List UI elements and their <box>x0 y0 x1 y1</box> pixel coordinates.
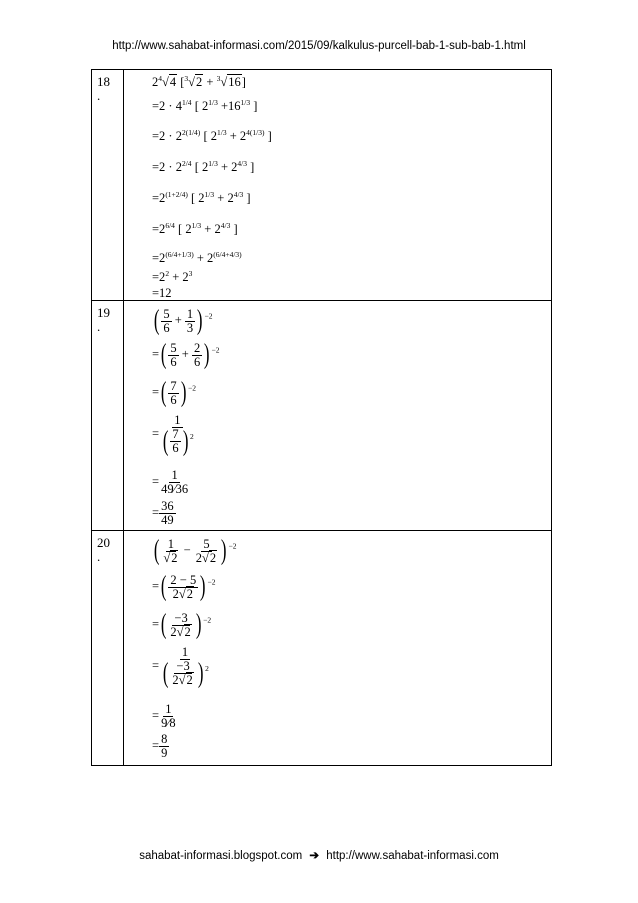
math-line: =( $\frac{-3}{2√2}$ ) $^{-2}$ <box>152 609 212 640</box>
math-line: $=2^{(1+2/4)}$ [ $2^{1/3} + 2^{4/3}$ ] <box>152 190 251 206</box>
problem-number-cell <box>92 301 124 531</box>
math-line: ( $\frac{1}{√2}$ − $\frac{5}{2√2}$ ) $^{-2}$ <box>153 535 237 566</box>
problem-number-dot: . <box>97 549 101 564</box>
problem-number: 19 <box>97 305 110 320</box>
math-line: = $\frac{1}{9⁄8}$ <box>152 702 176 730</box>
problem-number: 20 <box>97 535 110 550</box>
page-header-url: http://www.sahabat-informasi.com/2015/09/kalkulus-purcell-bab-1-sub-bab-1.html <box>112 40 526 52</box>
math-line: $=2 \cdot 2^{2/4}$ [ $2^{1/3} + 2^{4/3}$ ] <box>152 159 255 175</box>
footer-blog-link[interactable]: sahabat-informasi.blogspot.com <box>139 850 303 862</box>
problem-number-dot: . <box>97 88 101 103</box>
math-line: =( $\frac{2 - 5}{2√2}$ ) $^{-2}$ <box>152 571 216 602</box>
problem-work-cell <box>124 70 552 301</box>
math-line: $=2^{6/4}$ [ $2^{1/3} + 2^{4/3}$ ] <box>152 221 238 237</box>
math-line: =12 <box>152 286 172 300</box>
solutions-table <box>91 69 552 766</box>
problem-row-19 <box>92 301 552 531</box>
problem-number-cell <box>92 531 124 766</box>
math-line: $=2^{(6/4+1/3)} + 2^{(6/4+4/3)}$ <box>152 250 242 266</box>
problem-number-cell <box>92 70 124 301</box>
math-line: ( $\frac{5}{6}$ + $\frac{1}{3}$ ) $^{-2}$ <box>153 305 213 336</box>
math-line: $2^4√4$ [$^3$√2 + $^3$√16] <box>152 74 246 90</box>
math-line: $=2^2 + 2^3$ <box>152 269 193 285</box>
math-line: =( $\frac{7}{6}$ ) $^{-2}$ <box>152 377 196 408</box>
problem-number-dot: . <box>97 319 101 334</box>
page-footer <box>0 848 638 862</box>
math-line: = $\frac{1}{49⁄36}$ <box>152 468 189 496</box>
arrow-right-icon: ➔ <box>309 850 320 862</box>
footer-site-link[interactable]: http://www.sahabat-informasi.com <box>326 850 499 862</box>
problem-row-18 <box>92 70 552 301</box>
problem-work-cell <box>124 531 552 766</box>
math-line: $=2 \cdot 4^{1/4}$ [ $2^{1/3} +16^{1/3}$ ] <box>152 98 258 114</box>
math-line: = 1 ( $\frac{-3}{2√2}$ ) $^2$ <box>152 645 209 689</box>
problem-work-cell <box>124 301 552 531</box>
math-line: =( $\frac{5}{6}$ + $\frac{2}{6}$ ) $^{-2}$ <box>152 339 220 370</box>
math-line: = $\frac{8}{9}$ <box>152 732 168 760</box>
problem-row-20 <box>92 531 552 766</box>
math-line: = $\frac{36}{49}$ <box>152 499 174 527</box>
math-line: = 1 ( $\frac{7}{6}$ ) $^2$ <box>152 413 194 457</box>
math-line: $=2 \cdot 2^{2(1/4)}$ [ $2^{1/3} + 2^{4(1/3)}$ ] <box>152 128 272 144</box>
problem-number: 18 <box>97 74 110 89</box>
